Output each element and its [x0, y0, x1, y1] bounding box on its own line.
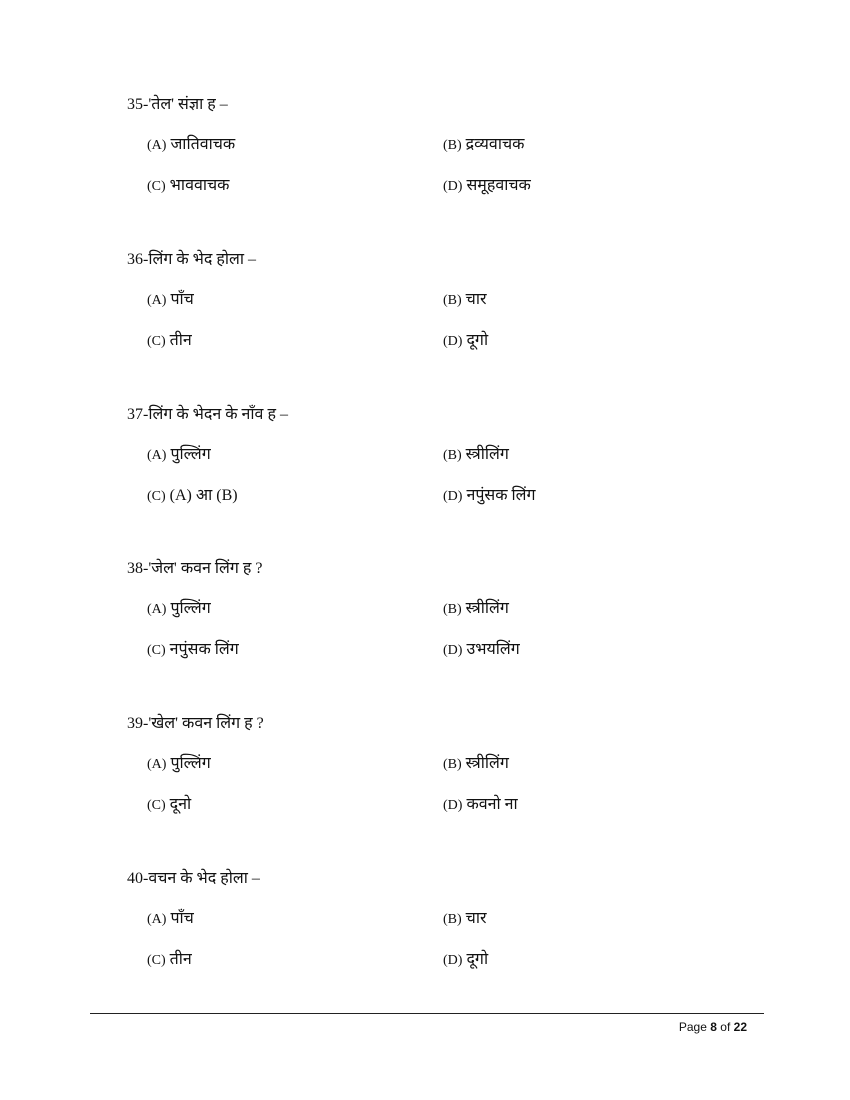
option-text: नपुंसक लिंग: [169, 641, 239, 658]
option-b: [443, 599, 509, 620]
option-c: [147, 795, 191, 816]
option-label: (A): [147, 448, 167, 463]
question-text: 37-लिंग के भेदन के नाँव ह –: [127, 406, 288, 423]
option-label: (B): [443, 757, 462, 772]
question-text: 38-'जेल' कवन लिंग ह ?: [127, 560, 263, 577]
option-text: पुल्लिंग: [170, 600, 211, 617]
option-text: जातिवाचक: [170, 136, 236, 153]
option-text: तीन: [169, 332, 192, 349]
option-text: पाँच: [170, 291, 194, 308]
option-d: [443, 486, 536, 507]
question-text: 35-'तेल' संज्ञा ह –: [127, 96, 228, 113]
option-label: (A): [147, 293, 167, 308]
total-pages: 22: [733, 1020, 747, 1034]
option-label: (D): [443, 334, 463, 349]
option-text: चार: [465, 291, 487, 308]
option-a: [147, 599, 211, 620]
option-b: [443, 445, 509, 466]
option-text: भाववाचक: [169, 177, 230, 194]
page-word: Page: [678, 1020, 707, 1034]
option-text: तीन: [169, 951, 192, 968]
option-d: [443, 331, 488, 352]
option-text: दूनो: [169, 796, 192, 813]
option-label: (C): [147, 643, 166, 658]
current-page: 8: [710, 1020, 717, 1034]
option-text: (A) आ (B): [169, 487, 238, 504]
question-text: 40-वचन के भेद होला –: [127, 870, 260, 887]
option-a: [147, 135, 235, 156]
option-c: [147, 331, 192, 352]
option-label: (B): [443, 138, 462, 153]
option-text: स्त्रीलिंग: [465, 446, 509, 463]
option-label: (B): [443, 912, 462, 927]
option-label: (D): [443, 489, 463, 504]
option-text: पाँच: [170, 910, 194, 927]
question-text: 39-'खेल' कवन लिंग ह ?: [127, 715, 264, 732]
option-d: [443, 640, 520, 661]
option-label: (C): [147, 489, 166, 504]
option-a: [147, 754, 211, 775]
option-label: (D): [443, 643, 463, 658]
option-label: (D): [443, 179, 463, 194]
option-text: स्त्रीलिंग: [465, 755, 509, 772]
option-text: समूहवाचक: [466, 177, 531, 194]
question-text: 36-लिंग के भेद होला –: [127, 251, 256, 268]
page-number: [679, 1019, 747, 1035]
option-text: दूगो: [466, 332, 489, 349]
option-a: [147, 290, 194, 311]
option-text: दूगो: [466, 951, 489, 968]
option-label: (A): [147, 757, 167, 772]
option-label: (A): [147, 912, 167, 927]
option-text: नपुंसक लिंग: [466, 487, 536, 504]
option-text: उभयलिंग: [466, 641, 520, 658]
option-text: कवनो ना: [466, 796, 518, 813]
option-label: (B): [443, 293, 462, 308]
option-text: पुल्लिंग: [170, 446, 211, 463]
option-label: (A): [147, 602, 167, 617]
option-text: चार: [465, 910, 487, 927]
option-c: [147, 486, 238, 507]
option-label: (B): [443, 602, 462, 617]
option-label: (D): [443, 798, 463, 813]
option-label: (B): [443, 448, 462, 463]
option-label: (C): [147, 953, 166, 968]
footer-divider: [90, 1013, 764, 1014]
option-b: [443, 290, 487, 311]
option-b: [443, 135, 524, 156]
option-text: पुल्लिंग: [170, 755, 211, 772]
option-label: (C): [147, 798, 166, 813]
option-d: [443, 795, 518, 816]
option-c: [147, 950, 192, 971]
option-label: (C): [147, 334, 166, 349]
option-c: [147, 640, 239, 661]
option-d: [443, 176, 531, 197]
option-label: (C): [147, 179, 166, 194]
option-b: [443, 754, 509, 775]
option-text: स्त्रीलिंग: [465, 600, 509, 617]
option-a: [147, 909, 194, 930]
option-c: [147, 176, 229, 197]
option-b: [443, 909, 487, 930]
option-text: द्रव्यवाचक: [465, 136, 525, 153]
of-word: of: [720, 1020, 731, 1034]
option-label: (A): [147, 138, 167, 153]
option-label: (D): [443, 953, 463, 968]
option-a: [147, 445, 211, 466]
option-d: [443, 950, 488, 971]
